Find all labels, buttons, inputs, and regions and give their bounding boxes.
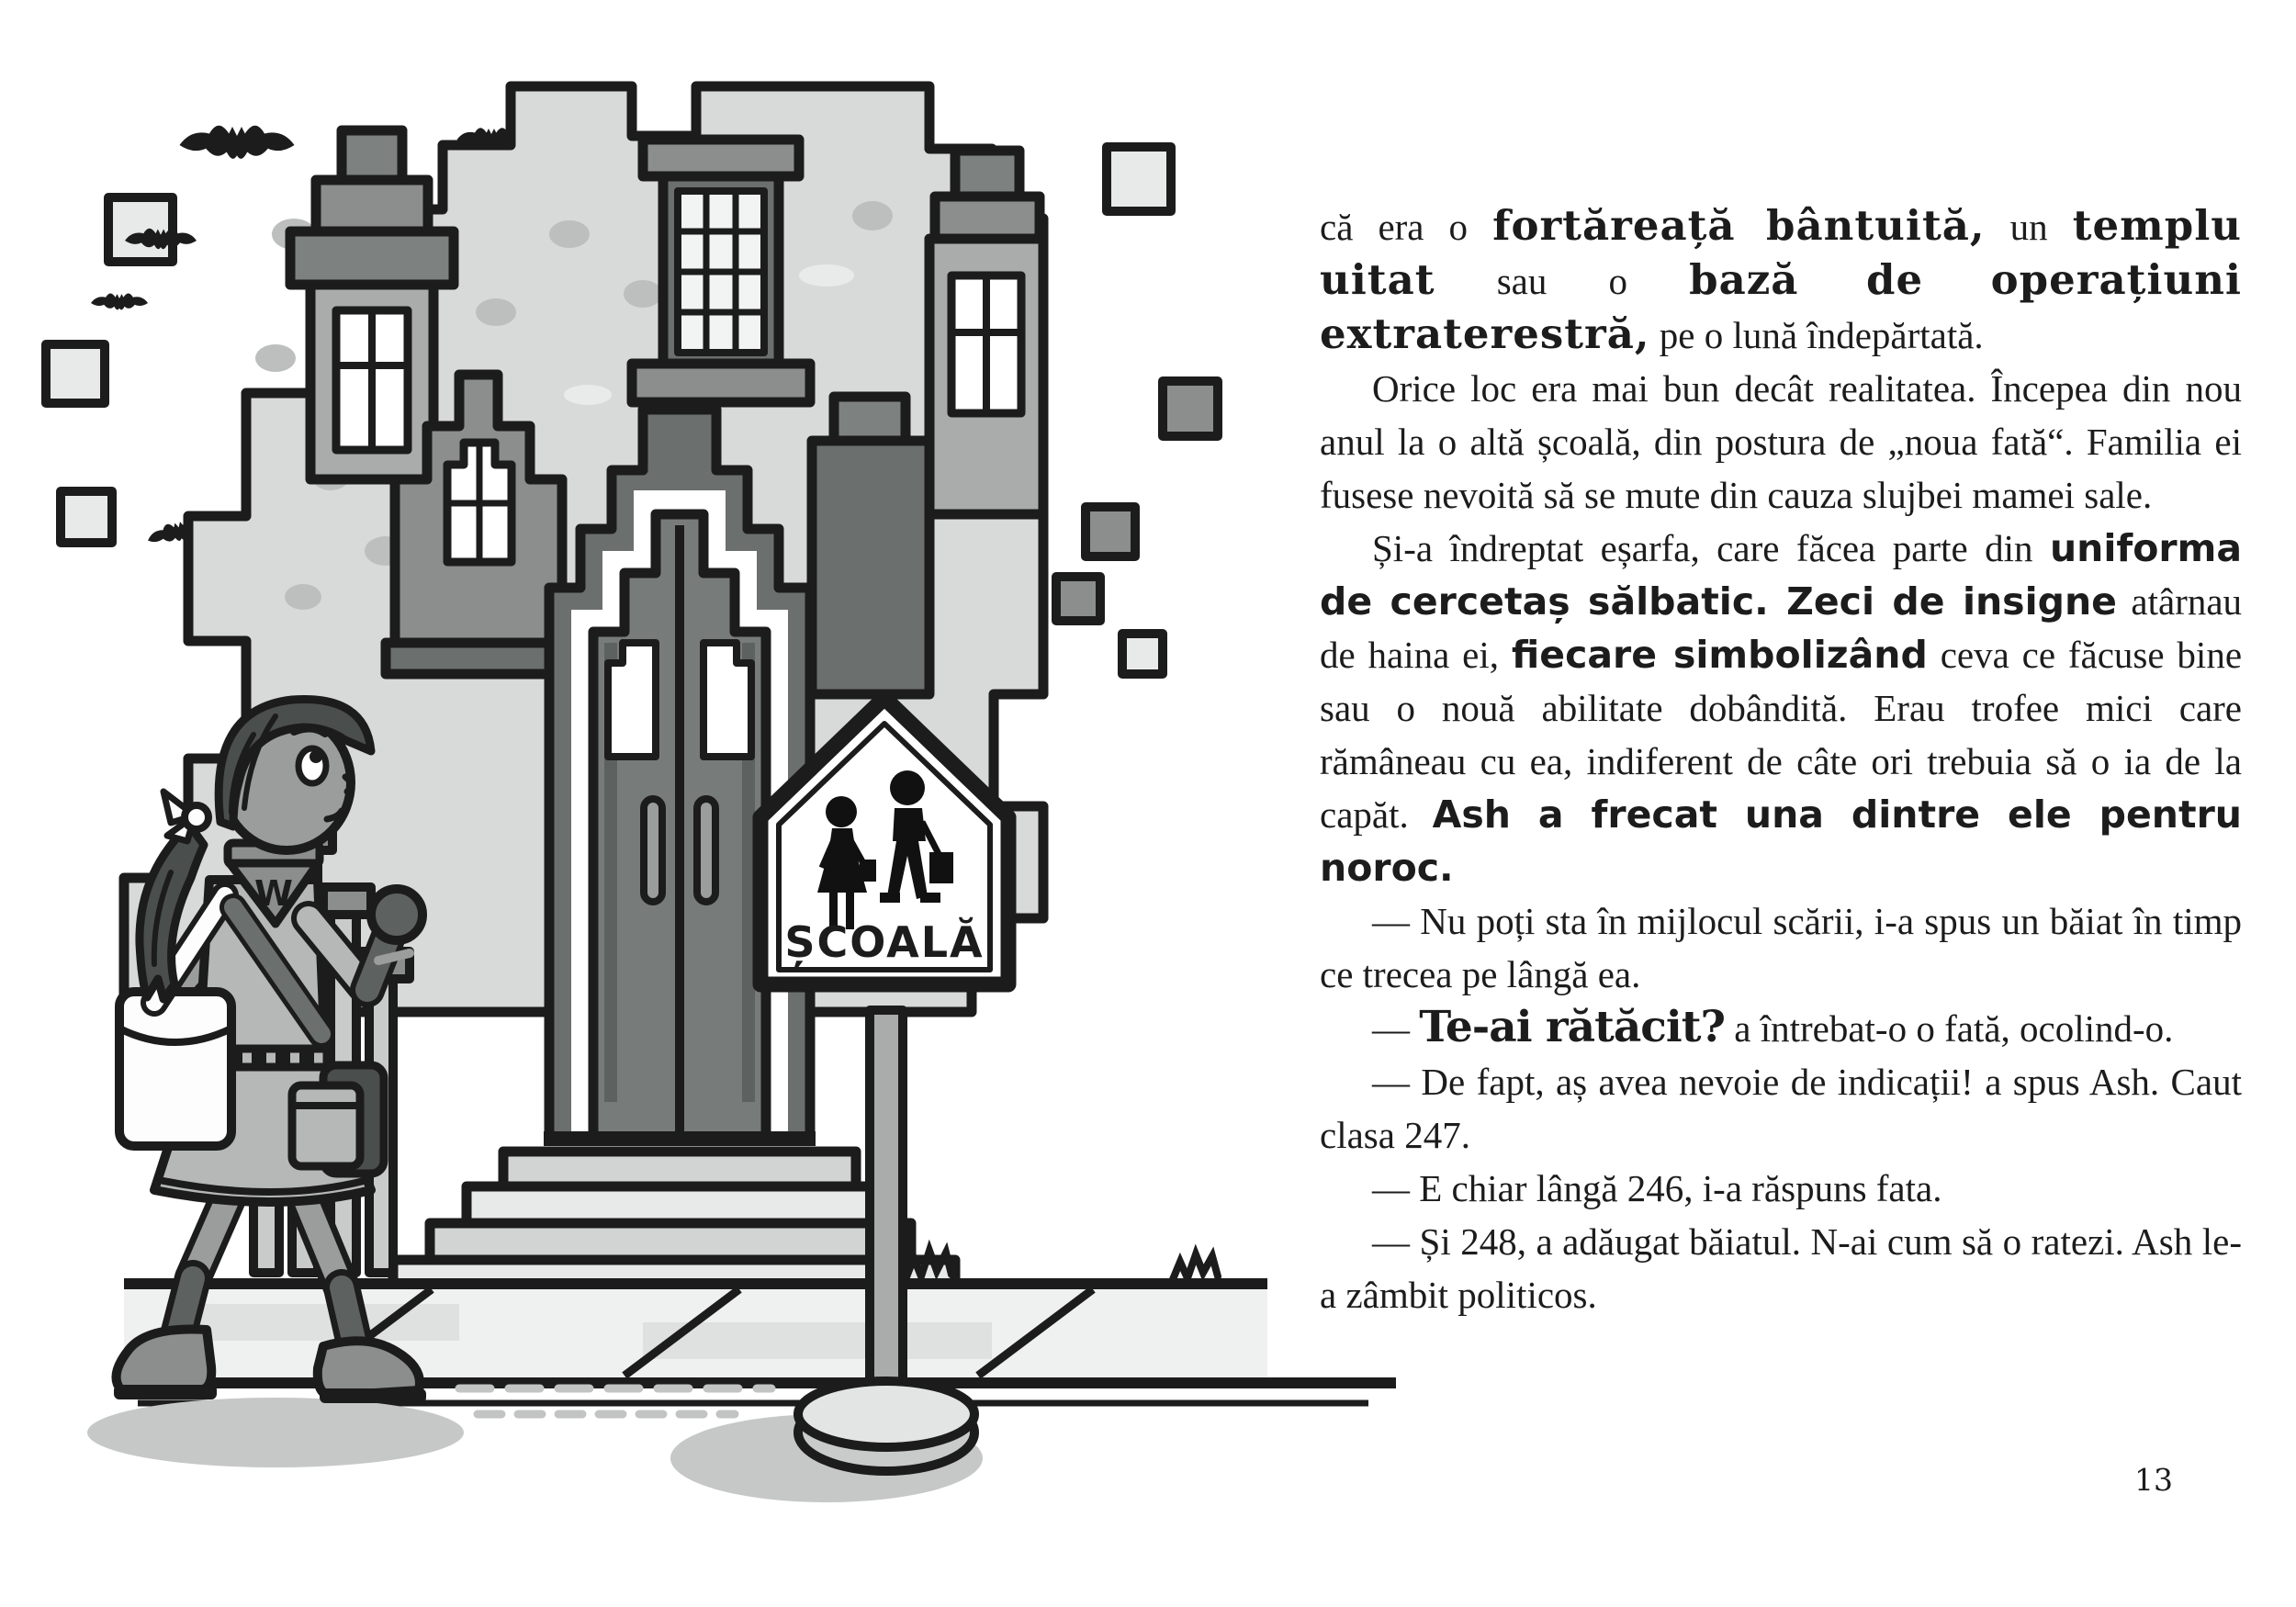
- pocket: [292, 1085, 360, 1166]
- tower-window: [336, 310, 408, 450]
- gloved-fist: [371, 889, 422, 940]
- paragraph: [1320, 1001, 2242, 1055]
- text-segment-bold: fiecare simbolizând: [1511, 633, 1928, 677]
- text-segment: atârnau de haina ei,: [1320, 580, 2243, 676]
- bat-icon: [91, 293, 148, 309]
- tower-window: [951, 275, 1021, 413]
- text-segment: un: [2009, 206, 2073, 248]
- text-segment: sau o: [1496, 260, 1690, 302]
- text-segment-bold: Ash a frecat una dintre ele pentru noroc.: [1320, 792, 2242, 890]
- text-segment-bold: uniforma de cercetaș sălbatic. Zeci de insigne: [1320, 526, 2242, 624]
- right-tower: [929, 151, 1043, 514]
- text-segment: ceva ce făcuse bine sau o nouă abilitate dobândită. Erau trofee mici care rămâneau cu ea, indiferent de câte ori trebuia să o ia de la capăt.: [1320, 634, 2243, 836]
- text-segment: a întrebat-o o fată, ocolind-o.: [1734, 1007, 2174, 1050]
- text-segment-display: templu uitat: [1320, 201, 2243, 304]
- page-number: 13: [2134, 1462, 2173, 1498]
- story-text-column: [1320, 199, 2242, 1321]
- text-segment-display: fortăreață bântuită,: [1492, 201, 1986, 250]
- text-segment-display: bază de operațiuni extraterestră,: [1320, 255, 2243, 358]
- mid-right-block: [812, 397, 929, 694]
- paragraph: [1320, 362, 2242, 522]
- door-window: [608, 643, 656, 757]
- text-segment: — De fapt, aș avea nevoie de indicații! a spus Ash. Caut clasa 247.: [1320, 1061, 2242, 1156]
- scarf-emblem: W: [254, 873, 293, 914]
- text-segment: — Nu poți sta în mijlocul scării, i-a spus un băiat în timp ce trecea pe lângă ea.: [1320, 900, 2242, 995]
- shoulder-bag: [119, 992, 231, 1146]
- text-segment: — Și 248, a adăugat băiatul. N-ai cum să o ratezi. Ash le-a zâmbit politicos.: [1320, 1220, 2242, 1316]
- door-handle: [697, 799, 715, 902]
- paragraph: [1320, 199, 2242, 362]
- paragraph: [1320, 894, 2242, 1001]
- door-handle: [644, 799, 662, 902]
- bat-icon: [180, 126, 295, 159]
- sign-label: ȘCOALĂ: [784, 917, 985, 967]
- paragraph: [1320, 1215, 2242, 1321]
- text-segment: Și-a îndreptat eșarfa, care făcea parte din: [1372, 527, 2050, 569]
- paragraph: [1320, 522, 2242, 894]
- text-segment: —: [1372, 1007, 1420, 1050]
- text-segment: că era o: [1320, 206, 1493, 248]
- text-segment: pe o lună îndepărtată.: [1659, 314, 1984, 356]
- paragraph: [1320, 1055, 2242, 1162]
- text-segment: — E chiar lângă 246, i-a răspuns fata.: [1372, 1167, 1942, 1209]
- paragraph: [1320, 1162, 2242, 1215]
- text-segment: Orice loc era mai bun decât realitatea. Începea din nou anul la o altă școală, din postura de „noua fată“. Familia ei fusese nevoită să se mute din cauza slujbei mamei sale.: [1320, 367, 2242, 516]
- text-segment-marker: Te-ai rătăcit?: [1419, 1002, 1726, 1052]
- grid-window: [632, 140, 810, 402]
- door-window: [703, 643, 751, 757]
